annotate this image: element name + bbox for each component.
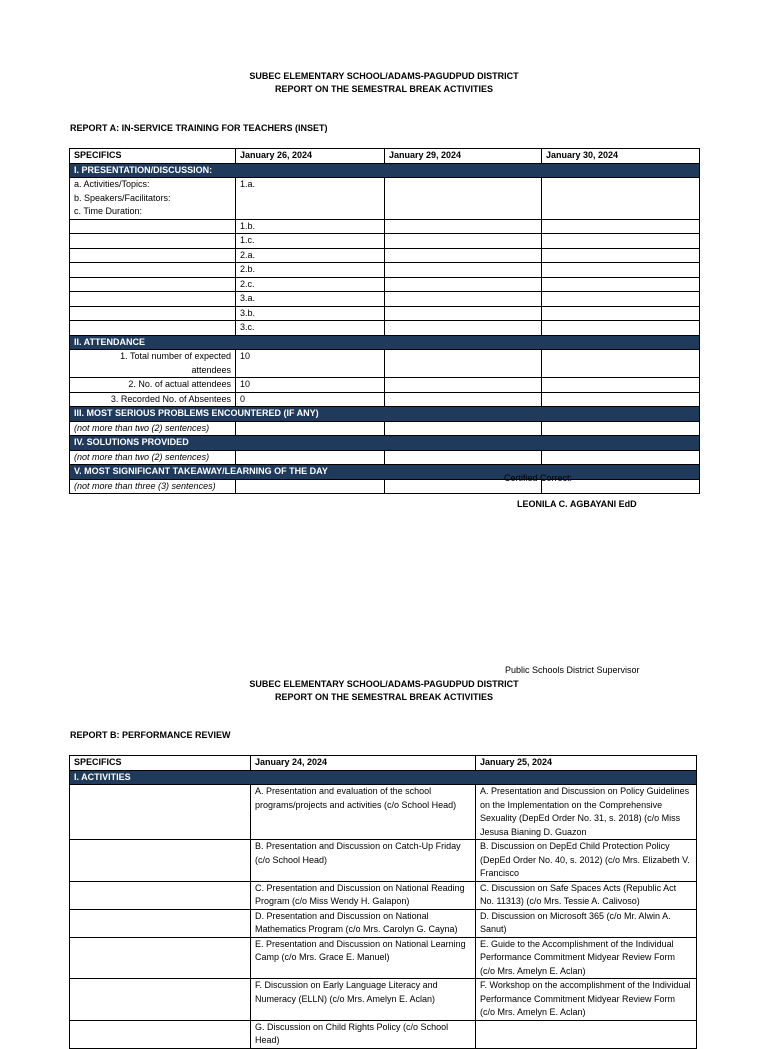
table-row bbox=[70, 350, 700, 378]
section-solutions: IV. SOLUTIONS PROVIDED bbox=[70, 436, 700, 451]
report-a-label: REPORT A: IN-SERVICE TRAINING FOR TEACHERS (INSET) bbox=[70, 123, 328, 133]
item-activities: a. Activities/Topics: bbox=[74, 179, 150, 189]
activity-day2: D. Discussion on Microsoft 365 (c/o Mr. Alwin A. Sanut) bbox=[476, 909, 697, 937]
code-cell: 2.c. bbox=[236, 277, 385, 292]
section-attendance: II. ATTENDANCE bbox=[70, 335, 700, 350]
activity-day1: C. Presentation and Discussion on National Reading Program (c/o Miss Wendy H. Galapon) bbox=[251, 881, 476, 909]
header-date-1: January 26, 2024 bbox=[236, 149, 385, 164]
certified-correct: Certified Correct: bbox=[504, 473, 573, 483]
activity-day2: C. Discussion on Safe Spaces Acts (Republic Act No. 11313) (c/o Mrs. Tessie A. Calivoso) bbox=[476, 881, 697, 909]
activity-day2 bbox=[476, 1020, 697, 1048]
section-takeaway: V. MOST SIGNIFICANT TAKEAWAY/LEARNING OF THE DAY bbox=[70, 465, 700, 480]
attendance-value: 10 bbox=[236, 350, 385, 378]
table-row bbox=[70, 378, 700, 393]
table-row bbox=[70, 292, 700, 307]
report-b-school-title: SUBEC ELEMENTARY SCHOOL/ADAMS-PAGUDPUD DISTRICT bbox=[249, 679, 519, 689]
attendance-value: 0 bbox=[236, 392, 385, 407]
table-header-row bbox=[70, 149, 700, 164]
table-row bbox=[70, 306, 700, 321]
table-row bbox=[70, 1020, 697, 1048]
table-row bbox=[70, 234, 700, 249]
table-row bbox=[70, 881, 697, 909]
activity-day1: E. Presentation and Discussion on National Learning Camp (c/o Mrs. Grace E. Manuel) bbox=[251, 937, 476, 979]
report-b-title: REPORT ON THE SEMESTRAL BREAK ACTIVITIES bbox=[274, 692, 494, 702]
header-specifics: SPECIFICS bbox=[70, 756, 251, 771]
table-row bbox=[70, 178, 700, 220]
item-speakers: b. Speakers/Facilitators: bbox=[74, 192, 171, 203]
table-header-row bbox=[70, 756, 697, 771]
attendance-value: 10 bbox=[236, 378, 385, 393]
section-problems: III. MOST SERIOUS PROBLEMS ENCOUNTERED (IF ANY) bbox=[70, 407, 700, 422]
code-cell: 3.a. bbox=[236, 292, 385, 307]
header-date-2: January 29, 2024 bbox=[385, 149, 542, 164]
report-a-table bbox=[69, 148, 700, 494]
table-row bbox=[70, 321, 700, 336]
report-a-title: REPORT ON THE SEMESTRAL BREAK ACTIVITIES bbox=[274, 84, 494, 94]
note-takeaway: (not more than three (3) sentences) bbox=[70, 479, 236, 494]
activity-day2: F. Workshop on the accomplishment of the Individual Performance Commitment Midyear Review Form (c/o Mrs. Amelyn E. Aclan) bbox=[476, 979, 697, 1021]
table-row bbox=[70, 392, 700, 407]
code-cell: 3.c. bbox=[236, 321, 385, 336]
activity-day1: F. Discussion on Early Language Literacy and Numeracy (ELLN) (c/o Mrs. Amelyn E. Aclan) bbox=[251, 979, 476, 1021]
table-row bbox=[70, 277, 700, 292]
signatory-name: LEONILA C. AGBAYANI EdD bbox=[517, 499, 637, 509]
table-row bbox=[70, 937, 697, 979]
table-row bbox=[70, 785, 697, 840]
activity-day2: A. Presentation and Discussion on Policy Guidelines on the Implementation on the Comprehensive Sexuality (DepEd Order No. 31, s. 2018) (c/o Miss Jesusa Bianing D. Guazon bbox=[476, 785, 697, 840]
table-row bbox=[70, 421, 700, 436]
header-specifics: SPECIFICS bbox=[70, 149, 236, 164]
attendance-label: 2. No. of actual attendees bbox=[70, 378, 236, 393]
table-row bbox=[70, 840, 697, 882]
section-activities: I. ACTIVITIES bbox=[70, 770, 697, 785]
table-row bbox=[70, 263, 700, 278]
table-row bbox=[70, 979, 697, 1021]
item-time: c. Time Duration: bbox=[74, 206, 143, 216]
header-date-1: January 24, 2024 bbox=[251, 756, 476, 771]
code-cell: 2.b. bbox=[236, 263, 385, 278]
table-row bbox=[70, 450, 700, 465]
table-row bbox=[70, 909, 697, 937]
signatory-position: Public Schools District Supervisor bbox=[505, 665, 640, 675]
header-date-2: January 25, 2024 bbox=[476, 756, 697, 771]
report-a-school-title: SUBEC ELEMENTARY SCHOOL/ADAMS-PAGUDPUD DISTRICT bbox=[249, 71, 519, 81]
activity-day1: A. Presentation and evaluation of the school programs/projects and activities (c/o School Head) bbox=[251, 785, 476, 840]
code-cell: 1.a. bbox=[236, 178, 385, 220]
table-row bbox=[70, 219, 700, 234]
code-cell: 1.c. bbox=[236, 234, 385, 249]
table-row bbox=[70, 248, 700, 263]
activity-day1: B. Presentation and Discussion on Catch-Up Friday (c/o School Head) bbox=[251, 840, 476, 882]
note-solutions: (not more than two (2) sentences) bbox=[70, 450, 236, 465]
code-cell: 1.b. bbox=[236, 219, 385, 234]
activity-day2: E. Guide to the Accomplishment of the Individual Performance Commitment Midyear Review Form (c/o Mrs. Amelyn E. Aclan) bbox=[476, 937, 697, 979]
activity-day2: B. Discussion on DepEd Child Protection Policy (DepEd Order No. 40, s. 2012) (c/o Mrs. Elizabeth V. Francisco bbox=[476, 840, 697, 882]
attendance-label: 3. Recorded No. of Absentees bbox=[70, 392, 236, 407]
code-cell: 2.a. bbox=[236, 248, 385, 263]
table-row bbox=[70, 479, 700, 494]
report-b-label: REPORT B: PERFORMANCE REVIEW bbox=[70, 730, 231, 740]
activity-day1: G. Discussion on Child Rights Policy (c/o School Head) bbox=[251, 1020, 476, 1048]
activity-day1: D. Presentation and Discussion on National Mathematics Program (c/o Mrs. Carolyn G. Cayna) bbox=[251, 909, 476, 937]
report-b-table bbox=[69, 755, 697, 1049]
header-date-3: January 30, 2024 bbox=[542, 149, 700, 164]
section-presentation: I. PRESENTATION/DISCUSSION: bbox=[70, 163, 700, 178]
attendance-label: 1. Total number of expected attendees bbox=[70, 350, 236, 378]
note-problems: (not more than two (2) sentences) bbox=[70, 421, 236, 436]
code-cell: 3.b. bbox=[236, 306, 385, 321]
